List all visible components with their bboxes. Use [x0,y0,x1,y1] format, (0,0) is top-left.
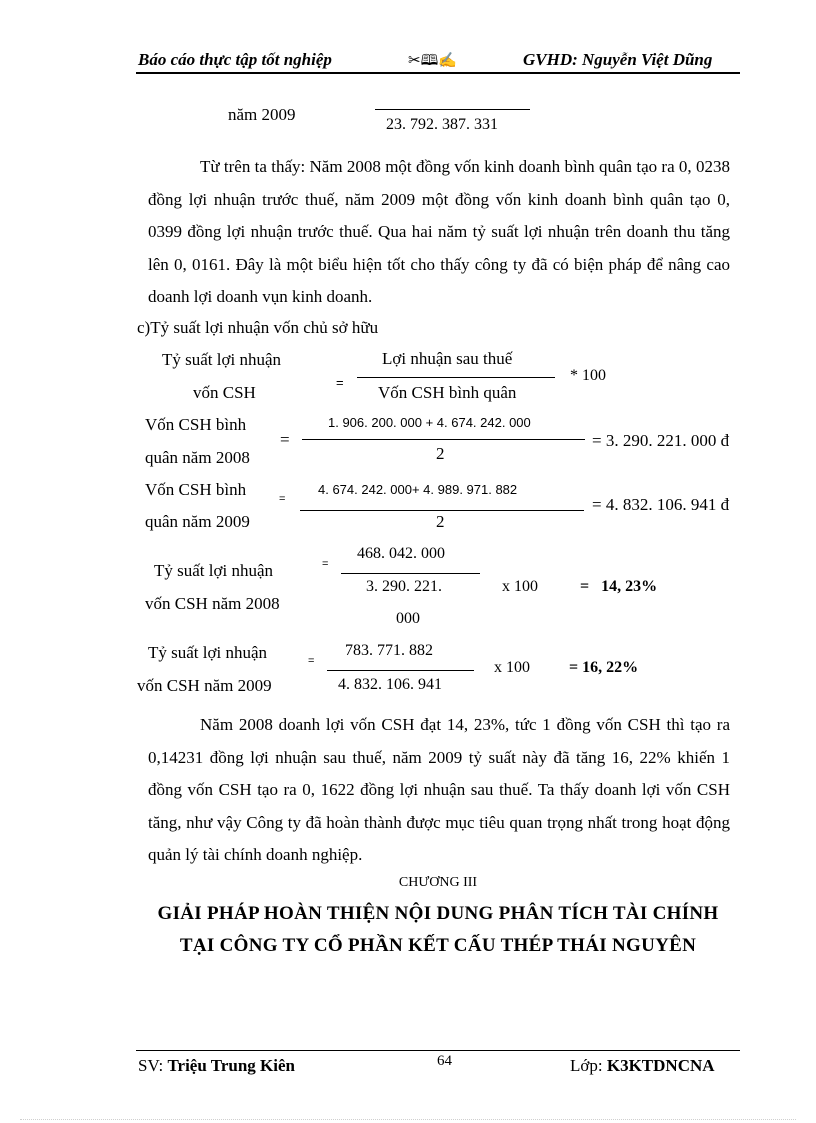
page-number: 64 [437,1053,452,1069]
avg-2008-label-line2: quân năm 2008 [145,448,250,467]
avg-2008-numerator: 1. 906. 200. 000 + 4. 674. 242. 000 [328,415,531,430]
top-formula-label: năm 2009 [228,105,296,124]
footer-class-label: Lớp: [570,1056,607,1075]
header-supervisor: GVHD: Nguyễn Việt Dũng [523,50,713,69]
roe-2008-label-line1: Tỷ suất lợi nhuận [154,561,273,580]
footer-student-label: SV: [138,1056,168,1075]
avg-2008-denominator: 2 [436,444,445,463]
roe-2009-equals: = [308,655,315,667]
section-heading: c)Tỷ suất lợi nhuận vốn chủ sở hữu [137,318,379,337]
avg-2009-numerator [318,481,517,499]
roe-2008-result: = 14, 23% [580,578,658,595]
avg-2008-equals: = [280,430,290,449]
formula-fraction-line [357,377,555,378]
formula-multiplier: * 100 [570,367,606,384]
avg-2009-denominator: 2 [436,512,445,531]
roe-2009-label-line2: vốn CSH năm 2009 [137,676,272,695]
top-formula-fraction-line [375,109,530,110]
roe-2008-denominator-line2: 000 [396,610,420,627]
footer-class [570,1056,715,1076]
formula-label-line2: vốn CSH [193,383,256,402]
header-ornament-icon: ✂🕮✍ [408,53,457,69]
formula-equals: = [336,375,344,390]
header-rule [136,72,740,74]
formula-numerator: Lợi nhuận sau thuế [382,349,513,368]
roe-2009-multiplier: x 100 [494,659,530,676]
chapter-title-line1: GIẢI PHÁP HOÀN THIỆN NỘI DUNG PHÂN TÍCH TÀI CHÍNH [157,903,719,924]
roe-2008-numerator: 468. 042. 000 [357,545,445,562]
roe-2008-fraction-line [341,573,480,574]
roe-2009-numerator: 783. 771. 882 [345,642,433,659]
chapter-title-line2: TẠI CÔNG TY CỔ PHẦN KẾT CẤU THÉP THÁI NGUYÊN [179,935,697,956]
avg-2009-equals: = [279,493,286,505]
avg-2008-fraction-line [302,439,585,440]
avg-2009-numerator-text: 4. 674. 242. 000+ 4. 989. 971. 882 [318,482,518,497]
formula-denominator: Vốn CSH bình quân [378,383,517,402]
roe-2009-denominator: 4. 832. 106. 941 [338,676,442,693]
avg-2009-fraction-line [300,510,584,511]
roe-2008-label-line2: vốn CSH năm 2008 [145,594,280,613]
roe-2009-result: = 16, 22% [569,659,639,676]
paragraph-roi-analysis: Từ trên ta thấy: Năm 2008 một đồng vốn kinh doanh bình quân tạo ra 0, 0238 đồng lợi nhuận trước thuế, năm 2009 một đồng vốn kinh doanh bình quân tạo 0, 0399 đồng lợi nhuận trước thuế. Qua hai năm tỷ suất lợi nhuận trên doanh thu tăng lên 0, 0161. Đây là một biểu hiện tốt cho thấy công ty đã có biện pháp để nâng cao doanh lợi doanh vụn kinh doanh. [148,157,730,306]
footer-student-name: Triệu Trung Kiên [167,1056,295,1075]
avg-2009-label-line1: Vốn CSH bình [145,480,247,499]
roe-2008-denominator-line1: 3. 290. 221. [366,578,442,595]
chapter-label: CHƯƠNG III [398,875,478,890]
roe-2009-fraction-line [327,670,474,671]
avg-2008-result: = 3. 290. 221. 000 đ [592,431,730,450]
avg-2009-label-line2: quân năm 2009 [145,512,250,531]
avg-2008-label-line1: Vốn CSH bình [145,415,247,434]
roe-2008-equals: = [322,558,329,570]
footer-student [138,1056,295,1076]
header-report-title: Báo cáo thực tập tốt nghiệp [138,50,332,69]
roe-2008-multiplier: x 100 [502,578,538,595]
paragraph-roe-analysis: Năm 2008 doanh lợi vốn CSH đạt 14, 23%, tức 1 đồng vốn CSH thì tạo ra 0,14231 đồng lợi nhuận sau thuế, năm 2009 tỷ suất này đã tăng 16, 22% khiến 1 đồng vốn CSH tạo ra 0, 1622 đồng lợi nhuận sau thuế. Ta thấy doanh lợi vốn CSH tăng, như vậy Công ty đã hoàn thành được mục tiêu quan trọng nhất trong hoạt động quản lý tài chính doanh nghiệp. [148,715,730,864]
roe-2009-label-line1: Tỷ suất lợi nhuận [148,643,267,662]
footer-rule [136,1050,740,1051]
page-bottom-border [20,1119,796,1120]
avg-2009-result: = 4. 832. 106. 941 đ [592,495,730,514]
formula-label-line1: Tỷ suất lợi nhuận [162,350,281,369]
top-formula-denominator: 23. 792. 387. 331 [386,116,498,133]
footer-class-name: K3KTDNCNA [606,1056,715,1075]
